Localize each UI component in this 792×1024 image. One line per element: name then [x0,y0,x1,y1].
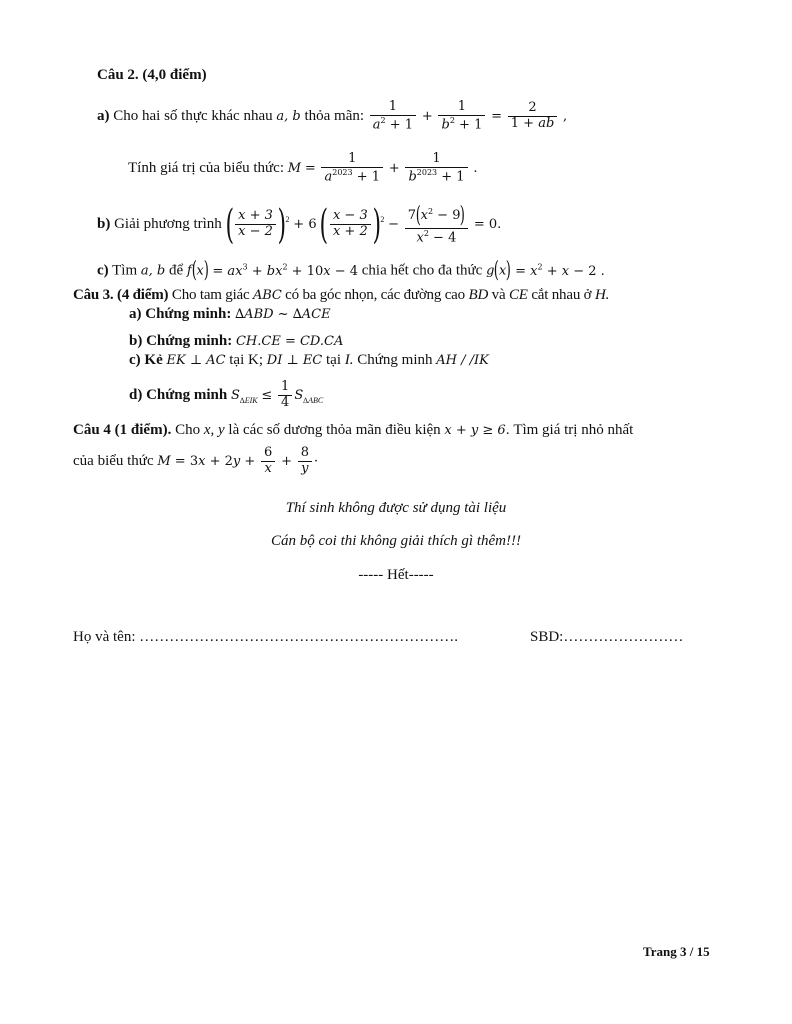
q2-a-frac-1: $\frac{1}{a^2 + 1}$ [370,100,416,133]
q3-intro: Câu 3. (4 điểm) Cho tam giác ABC có ba góc nhọn, các đường cao BD và CE cắt nhau ở H. [73,287,610,303]
q2-b-line: b) Giải phương trình ( $\frac{x + 3}{x - 2}$ )$^2$ + 6 ( $\frac{x - 3}{x + 2}$ )$^2$ − $\frac{7(x^2 - 9)}{x^2 - 4}$ = 0. [97,201,502,248]
page-number: Trang 3 / 15 [643,944,710,959]
q3-a: a) Chứng minh: ∆ABD ~ ∆ACE [129,306,331,322]
q3-c: c) Kẻ EK ⊥ AC tại K; DI ⊥ EC tại I. Chứng minh AH / /IK [129,352,489,368]
q3-b: b) Chứng minh: CH.CE = CD.CA [129,333,344,349]
name-field: Họ và tên: ………………………………………………………. [73,629,458,645]
q2-a-compute: Tính giá trị của biểu thức: M = $\frac{1}{a^{2023} + 1}$ + $\frac{1}{b^{2023} + 1}$ . [128,151,478,185]
note-proctor: Cán bộ coi thi không giải thích gì thêm!!! [271,533,521,549]
q3-d: d) Chứng minh $S_{\Delta EIK}$ ≤ $\frac{1}{4}$ $S_{\Delta ABC}$ [129,379,324,410]
q2-m-frac-2: $\frac{1}{b^{2023} + 1}$ [405,152,467,185]
q2-a-line: a) Cho hai số thực khác nhau a, b thỏa mãn: $\frac{1}{a^2 + 1}$ + $\frac{1}{b^2 + 1}$ = $\frac{2}{1 + ab}$ , [97,99,568,133]
q2-title: Câu 2. (4,0 điểm) [97,67,207,83]
end-marker: ----- Hết----- [358,567,434,583]
q4-expr: của biểu thức M = 3x + 2y + $\frac{6}{x}$ + $\frac{8}{y}$ · [73,445,319,476]
q2-a-frac-2: $\frac{1}{b^2 + 1}$ [438,100,485,133]
sbd-field: SBD:…………………… [530,629,684,645]
q4-intro: Câu 4 (1 điểm). Cho x, y là các số dương thỏa mãn điều kiện x + y ≥ 6. Tìm giá trị nhỏ nhất [73,422,634,438]
q2-a-frac-3: $\frac{2}{1 + ab}$ [508,101,558,132]
note-materials: Thí sinh không được sử dụng tài liệu [285,500,507,516]
q2-c-line: c) Tìm a, b để $f(x) = ax^3 + bx^2 + 10x - 4$ chia hết cho đa thức $g(x) = x^2 + x - 2$ . [97,258,605,283]
q2-m-frac-1: $\frac{1}{a^{2023} + 1}$ [321,152,383,185]
